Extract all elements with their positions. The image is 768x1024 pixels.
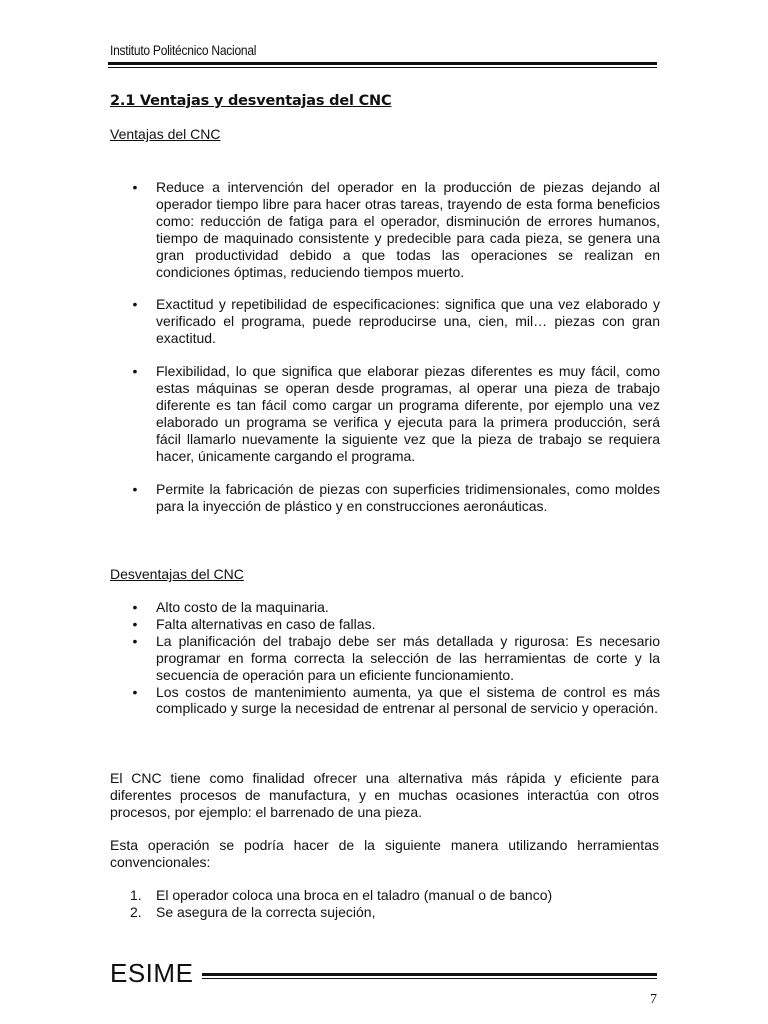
step-text: El operador coloca una broca en el taladro (manual o de banco): [156, 887, 553, 903]
bullet-icon: •: [132, 480, 138, 497]
desventajas-list: [110, 599, 660, 717]
list-item: [110, 481, 660, 515]
footer-rule-thick: [202, 973, 657, 976]
list-item-text: Reduce a intervención del operador en la producción de piezas dejando al operador tiempo libre para hacer otras tareas, trayendo de esta forma beneficios como: reducción de fatiga para el operador, disminución de errores humanos, tiempo de maquinado consistente y predecible para cada pieza, se genera una gran productividad debido a que todas las operaciones se realizan en condiciones óptimas, reduciendo tiempos muerto.: [156, 179, 660, 280]
list-item-text: Los costos de mantenimiento aumenta, ya que el sistema de control es más complicado y surge la necesidad de entrenar al personal de servicio y operación.: [156, 683, 660, 717]
list-item: [110, 599, 660, 616]
header-rule-thin: [108, 67, 657, 68]
list-item-text: Falta alternativas en caso de fallas.: [156, 615, 376, 632]
page-number: 7: [650, 992, 657, 1007]
list-item: [110, 887, 660, 904]
list-item-text: Exactitud y repetibilidad de especificaciones: significa que una vez elaborado y verificado el programa, puede reproducirse una, cien, mil… piezas con gran exactitud.: [156, 296, 660, 347]
list-item: [110, 363, 660, 464]
list-item-text: Flexibilidad, lo que significa que elaborar piezas diferentes es muy fácil, como estas máquinas se operan desde programas, al operar una pieza de trabajo diferente es tan fácil como cargar un programa diferente, por ejemplo una vez elaborado un programa se verifica y ejecuta para la primera producción, será fácil llamarlo nuevamente la siguiente vez que la pieza de trabajo se requiera hacer, únicamente cargando el programa.: [156, 363, 660, 464]
bullet-icon: •: [132, 363, 138, 380]
bullet-icon: •: [132, 296, 138, 313]
ventajas-heading: Ventajas del CNC: [110, 126, 221, 142]
step-text: Se asegura de la correcta sujeción,: [156, 903, 376, 920]
desventajas-heading: Desventajas del CNC: [110, 566, 244, 582]
bullet-icon: •: [132, 179, 138, 195]
list-item: [110, 633, 660, 684]
paragraph-finalidad: El CNC tiene como finalidad ofrecer una alternativa más rápida y eficiente para diferentes procesos de manufactura, y en muchas ocasiones interactúa con otros procesos, por ejemplo: el barrenado de una pieza.: [110, 770, 659, 820]
list-item: [110, 616, 660, 633]
list-item-text: Alto costo de la maquinaria.: [156, 599, 329, 615]
bullet-icon: •: [132, 599, 138, 615]
list-item-text: Permite la fabricación de piezas con superficies tridimensionales, como moldes para la inyección de plástico y en construcciones aeronáuticas.: [156, 480, 660, 514]
footer-rule-thin: [202, 978, 657, 979]
bullet-icon: •: [132, 683, 138, 700]
list-item: [110, 296, 660, 347]
step-number: 2.: [130, 903, 142, 920]
bullet-icon: •: [132, 632, 138, 649]
list-item: [110, 179, 660, 280]
bullet-icon: •: [132, 615, 138, 632]
ventajas-list: [110, 179, 660, 530]
paragraph-operacion: Esta operación se podría hacer de la siguiente manera utilizando herramientas convencionales:: [110, 837, 659, 870]
list-item: [110, 904, 660, 921]
header-institution: Instituto Politécnico Nacional: [110, 42, 257, 58]
list-item: [110, 684, 660, 718]
steps-list: [110, 887, 660, 921]
header-rule-thick: [108, 62, 657, 65]
step-number: 1.: [130, 887, 142, 903]
list-item-text: La planificación del trabajo debe ser más detallada y rigurosa: Es necesario programar en forma correcta la selección de las herramientas de corte y la secuencia de operación para un eficiente funcionamiento.: [156, 632, 660, 683]
section-title: 2.1 Ventajas y desventajas del CNC: [110, 93, 392, 109]
footer-brand: ESIME: [110, 958, 194, 988]
